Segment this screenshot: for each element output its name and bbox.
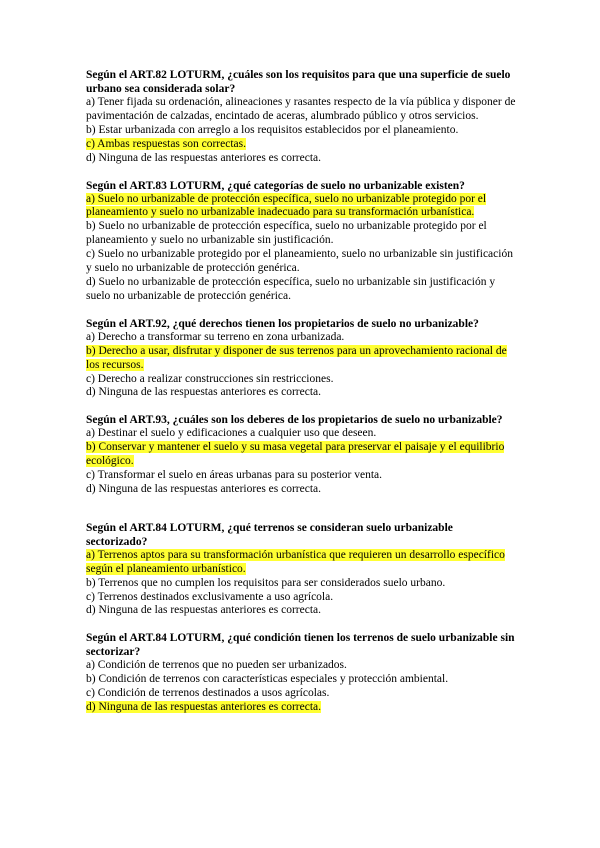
question-block <box>86 68 516 166</box>
answer-text: d) Ninguna de las respuestas anteriores es correcta. <box>86 151 322 164</box>
question-title: Según el ART.83 LOTURM, ¿qué categorías de suelo no urbanizable existen? <box>86 179 465 192</box>
answer-text: a) Destinar el suelo y edificaciones a cualquier uso que deseen. <box>86 427 377 440</box>
answer-text: d) Suelo no urbanizable de protección específica, suelo no urbanizable sin justificación y suelo no urbanizable de protección genérica. <box>86 275 496 302</box>
answer-text: d) Ninguna de las respuestas anteriores es correcta. <box>86 482 322 495</box>
answer-option <box>86 152 516 166</box>
answer-option <box>86 220 516 248</box>
answer-option <box>86 96 516 124</box>
answer-option <box>86 483 516 497</box>
answer-text: c) Transformar el suelo en áreas urbanas para su posterior venta. <box>86 469 383 482</box>
answer-option <box>86 427 516 441</box>
answer-option <box>86 386 516 400</box>
highlighted-answer-text: c) Ambas respuestas son correctas. <box>86 137 246 150</box>
answer-text: c) Derecho a realizar construcciones sin restricciones. <box>86 372 334 385</box>
answer-text: d) Ninguna de las respuestas anteriores es correcta. <box>86 386 322 399</box>
question-block <box>86 317 516 401</box>
answer-option <box>86 373 516 387</box>
answer-text: b) Condición de terrenos con características especiales y protección ambiental. <box>86 673 449 686</box>
answer-text: b) Suelo no urbanizable de protección específica, suelo no urbanizable protegido por el planeamiento y suelo no urbanizable sin justificación. <box>86 220 487 247</box>
question-title: Según el ART.84 LOTURM, ¿qué terrenos se consideran suelo urbanizable sectorizado? <box>86 521 453 548</box>
answer-option <box>86 276 516 304</box>
answer-option <box>86 469 516 483</box>
answer-text: b) Terrenos que no cumplen los requisitos para ser considerados suelo urbano. <box>86 576 446 589</box>
highlighted-answer-text: b) Conservar y mantener el suelo y su masa vegetal para preservar el paisaje y el equilibrio ecológico. <box>86 441 505 468</box>
question-block <box>86 631 516 715</box>
answer-option <box>86 248 516 276</box>
highlighted-answer-text: a) Suelo no urbanizable de protección específica, suelo no urbanizable protegido por el planeamiento y suelo no urbanizable inadecuado para su transformación urbanística. <box>86 192 487 219</box>
question-block <box>86 521 516 619</box>
answer-option <box>86 591 516 605</box>
answer-options <box>86 193 516 304</box>
answer-option <box>86 124 516 138</box>
answer-option-correct <box>86 193 516 221</box>
answer-text: a) Condición de terrenos que no pueden ser urbanizados. <box>86 659 347 672</box>
highlighted-answer-text: b) Derecho a usar, disfrutar y disponer de sus terrenos para un aprovechamiento racional de los recursos. <box>86 344 507 371</box>
answer-option <box>86 577 516 591</box>
highlighted-answer-text: a) Terrenos aptos para su transformación urbanística que requieren un desarrollo específico según el planeamiento urbanístico. <box>86 548 505 575</box>
document-page <box>86 68 516 728</box>
answer-option-correct <box>86 701 516 715</box>
question-block <box>86 179 516 304</box>
answer-options <box>86 659 516 715</box>
answer-text: d) Ninguna de las respuestas anteriores es correcta. <box>86 604 322 617</box>
answer-option <box>86 687 516 701</box>
answer-option <box>86 331 516 345</box>
answer-option-correct <box>86 345 516 373</box>
answer-option <box>86 604 516 618</box>
answer-option <box>86 659 516 673</box>
answer-text: a) Tener fijada su ordenación, alineaciones y rasantes respecto de la vía pública y disponer de pavimentación de calzadas, encintado de aceras, alumbrado público y otros servicios. <box>86 96 516 122</box>
answer-options <box>86 549 516 619</box>
question-block <box>86 413 516 497</box>
question-title: Según el ART.82 LOTURM, ¿cuáles son los requisitos para que una superficie de suelo urbano sea considerada solar? <box>86 69 511 95</box>
answer-options <box>86 331 516 401</box>
answer-text: b) Estar urbanizada con arreglo a los requisitos establecidos por el planeamiento. <box>86 123 459 136</box>
highlighted-answer-text: d) Ninguna de las respuestas anteriores es correcta. <box>86 701 322 714</box>
answer-text: c) Suelo no urbanizable protegido por el planeamiento, suelo no urbanizable sin justificación y suelo no urbanizable de protección genérica. <box>86 248 513 275</box>
answer-text: a) Derecho a transformar su terreno en zona urbanizada. <box>86 330 345 343</box>
answer-text: c) Condición de terrenos destinados a usos agrícolas. <box>86 687 330 700</box>
answer-text: c) Terrenos destinados exclusivamente a uso agrícola. <box>86 590 334 603</box>
answer-option-correct <box>86 441 516 469</box>
answer-option-correct <box>86 138 516 152</box>
question-title: Según el ART.93, ¿cuáles son los deberes de los propietarios de suelo no urbanizable? <box>86 414 503 427</box>
answer-options <box>86 96 516 166</box>
answer-option-correct <box>86 549 516 577</box>
question-title: Según el ART.92, ¿qué derechos tienen los propietarios de suelo no urbanizable? <box>86 317 479 330</box>
answer-options <box>86 427 516 497</box>
question-title: Según el ART.84 LOTURM, ¿qué condición tienen los terrenos de suelo urbanizable sin sectorizar? <box>86 632 515 659</box>
answer-option <box>86 673 516 687</box>
